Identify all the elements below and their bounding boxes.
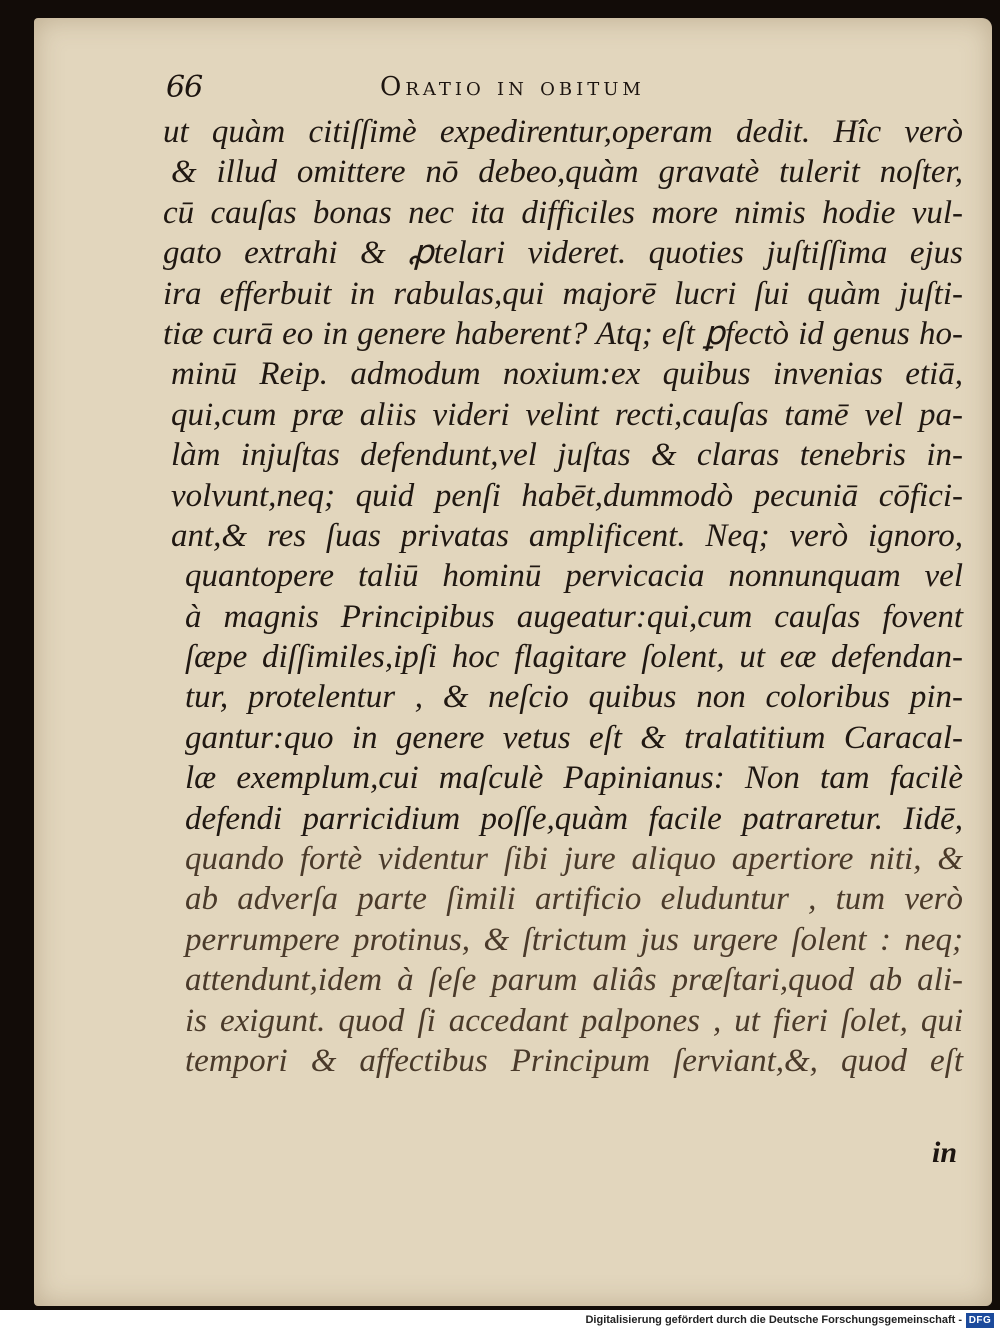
dfg-logo-icon: DFG xyxy=(966,1313,994,1328)
text-line: tiæ curā eo in genere haberent? Atq; eſt ꝑfectò id genus ho- xyxy=(163,315,963,352)
text-line: & illud omittere nō debeo,quàm gravatè tulerit noſter, xyxy=(171,154,963,191)
text-line: minū Reip. admodum noxium:ex quibus invenias etiā, xyxy=(171,356,963,393)
text-line: ut quàm citiſſimè expedirentur,operam dedit. Hîc verò xyxy=(163,114,963,150)
text-line: gato extrahi & ꝓtelari videret. quoties juſtiſſima ejus xyxy=(163,235,963,272)
footer-bar xyxy=(0,1310,1000,1334)
text-line: quando fortè videntur ſibi jure aliquo apertiore niti, & xyxy=(185,841,963,878)
text-line: quantopere taliū hominū pervicacia nonnunquam vel xyxy=(185,558,963,595)
catchword: in xyxy=(932,1136,958,1169)
text-line: tempori & affectibus Principum ſerviant,&, quod eſt xyxy=(185,1042,963,1079)
text-line: volvunt,neq; quid penſi habēt,dummodò pecuniā cōfici- xyxy=(171,477,963,514)
text-line: ſæpe diſſimiles,ipſi hoc flagitare ſolent, ut eæ defendan- xyxy=(185,639,963,676)
body-text xyxy=(163,112,963,1081)
text-line: gantur:quo in genere vetus eſt & tralatitium Caracal- xyxy=(185,719,963,756)
text-line: tur, protelentur , & neſcio quibus non coloribus pin- xyxy=(185,679,963,716)
text-line: làm injuſtas defendunt,vel juſtas & claras tenebris in- xyxy=(171,437,963,474)
text-line: cū cauſas bonas nec ita difficiles more nimis hodie vul- xyxy=(163,194,963,231)
text-line: qui,cum præ aliis videri velint recti,cauſas tamē vel pa- xyxy=(171,396,963,433)
running-head-title: Oratio in obitum xyxy=(380,72,645,102)
text-line: defendi parricidium poſſe,quàm facile patraretur. Iidē, xyxy=(185,800,963,837)
text-line: læ exemplum,cui maſculè Papinianus: Non tam facilè xyxy=(185,760,963,797)
text-line: ant,& res ſuas privatas amplificent. Neq; verò ignoro, xyxy=(171,517,963,554)
footer-credit: Digitalisierung gefördert durch die Deutsche Forschungsgemeinschaft - xyxy=(585,1314,962,1326)
text-line: à magnis Principibus augeatur:qui,cum cauſas fovent xyxy=(185,598,963,635)
text-line: ab adverſa parte ſimili artificio eluduntur , tum verò xyxy=(185,881,963,918)
text-line: attendunt,idem à ſeſe parum aliâs præſtari,quod ab ali- xyxy=(185,962,963,999)
text-line: is exigunt. quod ſi accedant palpones , ut fieri ſolet, qui xyxy=(185,1002,963,1039)
page-number: 66 xyxy=(166,70,203,105)
running-head xyxy=(130,70,930,110)
text-line: ira efferbuit in rabulas,qui majorē lucri ſui quàm juſti- xyxy=(163,275,963,312)
text-line: perrumpere protinus, & ſtrictum jus urgere ſolent : neq; xyxy=(185,921,963,958)
